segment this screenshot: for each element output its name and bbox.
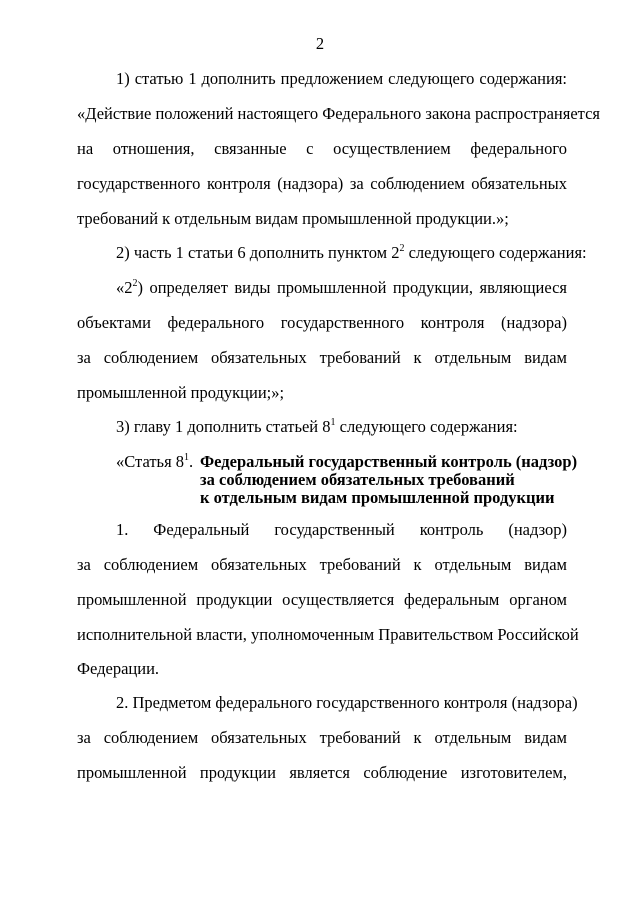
p1-line-5: требований к отдельным видам промышленной продукции.»; <box>77 209 509 228</box>
p3-line-2: объектами федерального государственного контроля (надзора) <box>77 313 567 332</box>
p4-superscript: 1 <box>330 416 336 428</box>
article-heading-lead-post: . <box>189 452 194 471</box>
p6-line-1: 2. Предметом федерального государственного контроля (надзора) <box>116 693 578 712</box>
p1-line-3: на отношения, связанные с осуществлением федерального <box>77 139 567 158</box>
p1-line-4: государственного контроля (надзора) за соблюдением обязательных <box>77 174 567 193</box>
p3-text-pre: «2 <box>116 278 133 297</box>
p2-text-pre: 2) часть 1 статьи 6 дополнить пунктом 2 <box>116 243 400 262</box>
p4-text-pre: 3) главу 1 дополнить статьей 8 <box>116 417 331 436</box>
p4-text-post: следующего содержания: <box>335 417 518 436</box>
p2-superscript: 2 <box>399 242 405 254</box>
p3-line-4: промышленной продукции;»; <box>77 383 285 402</box>
p1-line-1: 1) статью 1 дополнить предложением следующего содержания: <box>116 69 567 88</box>
article-heading-lead-pre: «Статья 8 <box>116 452 185 471</box>
p2-line-1 <box>116 242 587 263</box>
p3-text-post: ) определяет виды промышленной продукции, являющиеся <box>137 278 567 297</box>
article-heading-line-1: Федеральный государственный контроль (надзор) <box>200 452 578 471</box>
article-heading-line-3: к отдельным видам промышленной продукции <box>200 488 555 507</box>
p2-text-post: следующего содержания: <box>404 243 587 262</box>
p6-line-2: за соблюдением обязательных требований к отдельным видам <box>77 728 567 747</box>
p5-line-5: Федерации. <box>77 659 160 678</box>
page-number: 2 <box>315 34 325 53</box>
p5-line-4: исполнительной власти, уполномоченным Правительством Российской <box>77 625 579 644</box>
p5-line-3: промышленной продукции осуществляется федеральным органом <box>77 590 567 609</box>
article-heading-lead <box>116 452 193 472</box>
p3-line-1 <box>116 278 567 298</box>
article-heading-line-2: за соблюдением обязательных требований <box>200 470 515 489</box>
p1-line-2: «Действие положений настоящего Федерального закона распространяется <box>77 104 600 123</box>
p3-line-3: за соблюдением обязательных требований к отдельным видам <box>77 348 567 367</box>
p6-line-3: промышленной продукции является соблюдение изготовителем, <box>77 763 567 782</box>
p5-line-2: за соблюдением обязательных требований к отдельным видам <box>77 555 567 574</box>
p5-line-1: 1. Федеральный государственный контроль (надзор) <box>116 520 567 539</box>
p3-superscript: 2 <box>132 277 138 289</box>
p4-line-1 <box>116 417 567 437</box>
article-heading-superscript: 1 <box>184 451 190 463</box>
